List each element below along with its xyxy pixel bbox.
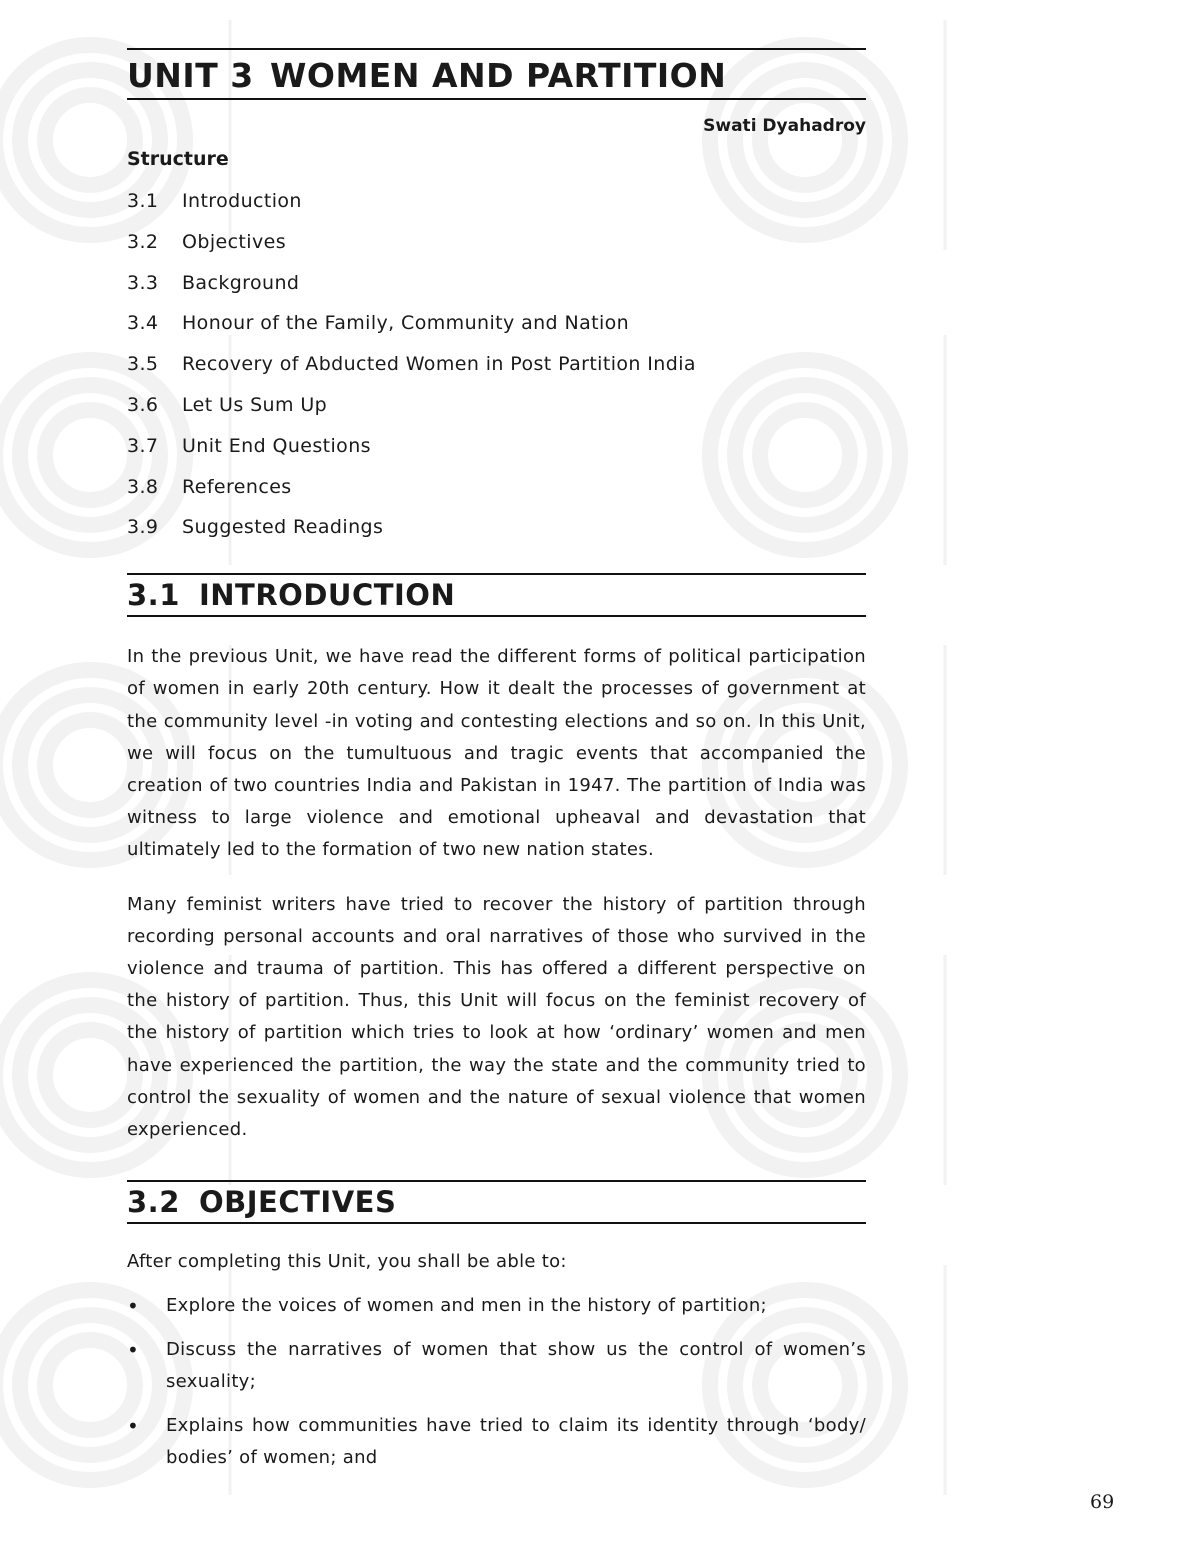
introduction-paragraph-2: Many feminist writers have tried to recover the history of partition through recording personal accounts and oral narratives of those who survived in the violence and trauma of partition. This has offered a different perspective on the history of partition. Thus, this Unit will focus on the feminist recovery of the history of partition which tries to look at how ‘ordinary’ women and men have experienced the partition, the way the state and the community tried to control the sexuality of women and the nature of sexual violence that women experienced. — [127, 893, 866, 1141]
watermark-ring — [45, 410, 135, 500]
list-item: • Discuss the narratives of women that show us the control of women’s sexuality; — [127, 1334, 866, 1398]
structure-list — [127, 190, 866, 557]
list-item: • Explore the voices of women and men in the history of partition; — [127, 1290, 866, 1322]
objectives-lead: After completing this Unit, you shall be able to: — [127, 1251, 567, 1273]
toc-item: 3.3 Background — [127, 271, 300, 294]
toc-item: 3.1 Introduction — [127, 190, 302, 212]
introduction-paragraph-1: In the previous Unit, we have read the different forms of political participation of women in early 20th century. How it dealt the processes of government at the community level -in voting and contesting elections and so on. In this Unit, we will focus on the tumultuous and tragic events that accompanied the creation of two countries India and Pakistan in 1947. The partition of India was witness to large violence and emotional upheaval and devastation that ultimately led to the formation of two new nation states. — [127, 646, 866, 861]
unit-heading — [127, 48, 866, 100]
document-page — [127, 48, 866, 1486]
structure-label: Structure — [127, 148, 229, 170]
section-heading-introduction: 3.1 INTRODUCTION — [127, 573, 866, 617]
toc-item: 3.4 Honour of the Family, Community and Nation — [127, 312, 630, 335]
watermark-ring — [45, 95, 135, 185]
watermark-ring — [45, 1340, 135, 1430]
watermark-ring — [45, 720, 135, 810]
section-heading-objectives: 3.2 OBJECTIVES — [127, 1180, 866, 1224]
unit-title: WOMEN AND PARTITION — [270, 55, 727, 95]
toc-item: 3.2 Objectives — [127, 230, 286, 253]
author-name: Swati Dyahadroy — [703, 116, 866, 136]
toc-item: 3.7 Unit End Questions — [127, 434, 371, 457]
list-item: • Explains how communities have tried to claim its identity through ‘body/ bodies’ of women; and — [127, 1410, 866, 1474]
toc-item: 3.6 Let Us Sum Up — [127, 393, 328, 416]
toc-item: 3.8 References — [127, 475, 292, 498]
toc-item: 3.5 Recovery of Abducted Women in Post Partition India — [127, 353, 696, 376]
unit-number: UNIT 3 — [127, 55, 254, 95]
page-number: 69 — [1090, 1491, 1115, 1513]
objectives-list — [127, 1290, 866, 1474]
watermark-ring — [45, 1030, 135, 1120]
toc-item: 3.9 Suggested Readings — [127, 516, 384, 539]
